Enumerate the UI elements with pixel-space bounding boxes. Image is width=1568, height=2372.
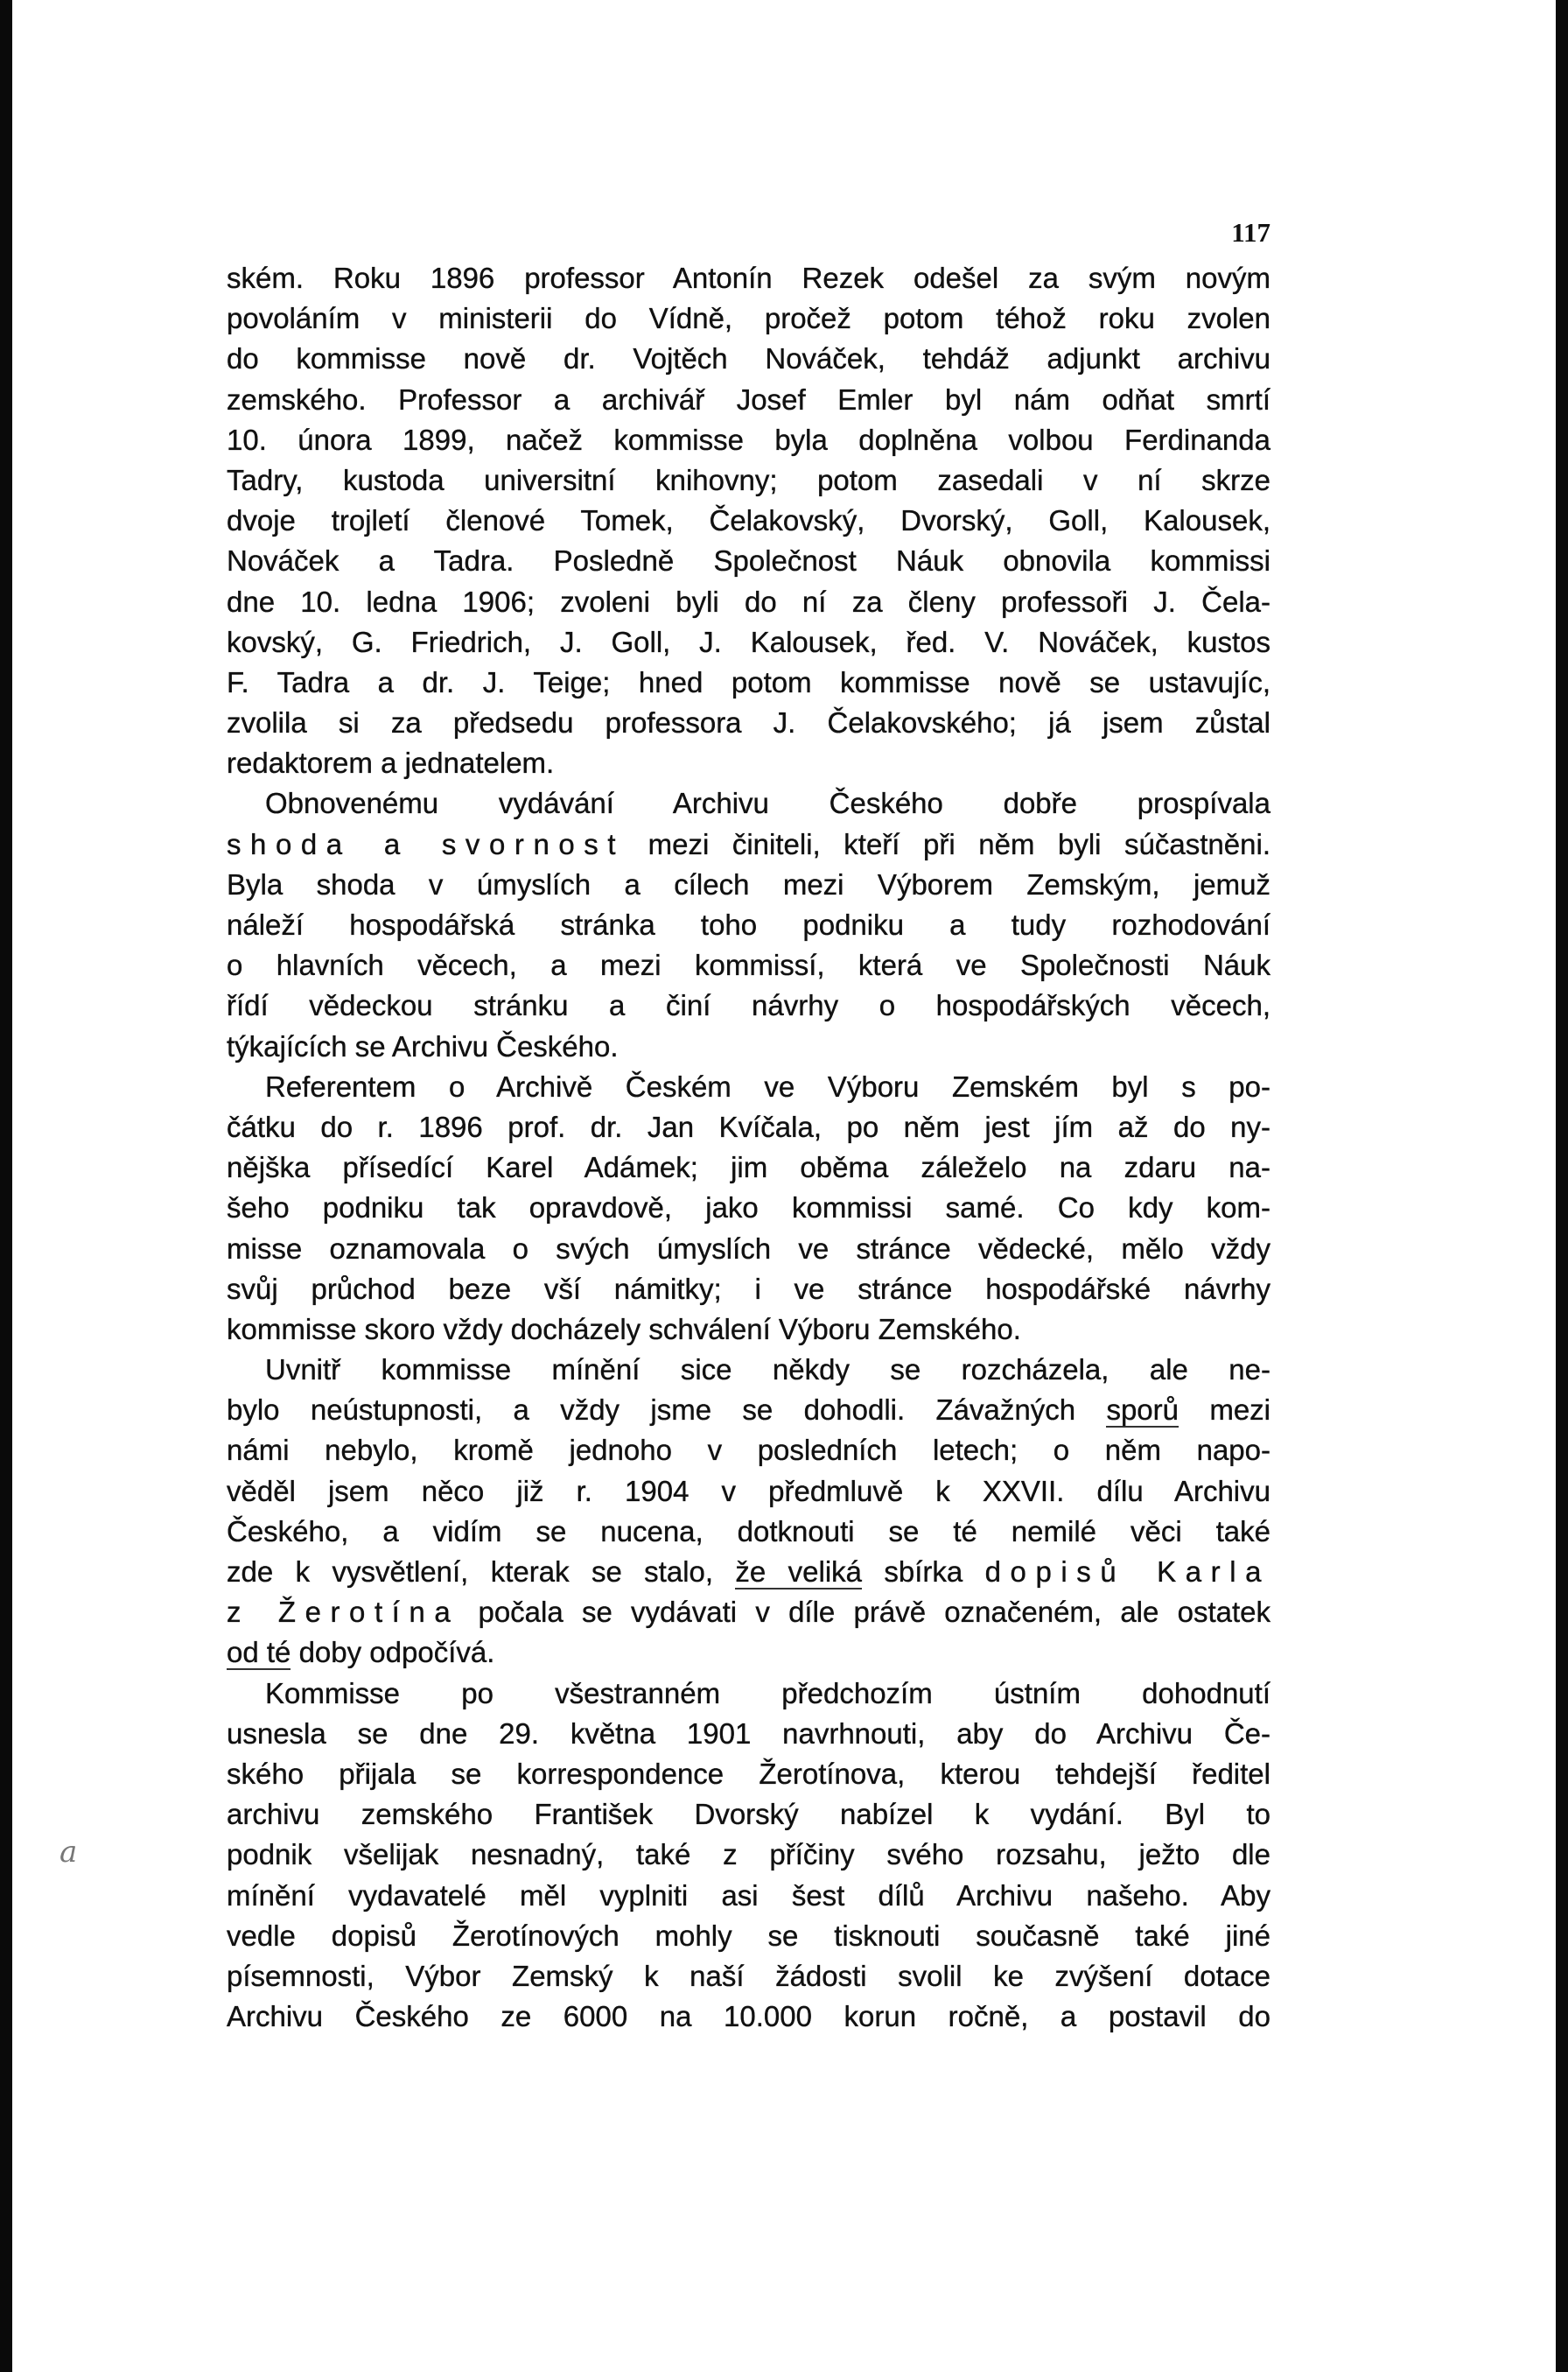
text-line: [227, 1067, 1270, 1107]
text-line: [227, 1107, 1270, 1147]
scan-border-left: [0, 0, 12, 2372]
text-segment: věděl jsem něco již r. 1904 v předmluvě k XXVII. dílu Archivu: [227, 1474, 1270, 1507]
text-segment: počala se vydávati v díle právě označeném, ale ostatek: [459, 1596, 1270, 1629]
text-line: [227, 460, 1270, 501]
text-line: [227, 501, 1270, 541]
text-segment: Kommisse po všestranném předchozím ústním dohodnutí: [265, 1676, 1270, 1709]
text-segment: dvoje trojletí členové Tomek, Čelakovský, Dvorský, Goll, Kalousek,: [227, 504, 1270, 537]
text-line: [227, 1350, 1270, 1390]
text-line: [227, 1956, 1270, 1997]
text-segment: týkajících se Archivu Českého.: [227, 1029, 619, 1063]
text-line: [227, 1997, 1270, 2037]
text-segment: nějška přísedící Karel Adámek; jim oběma záleželo na zdaru na-: [227, 1151, 1270, 1184]
text-line: [227, 622, 1270, 663]
text-segment: usnesla se dne 29. května 1901 navrhnouti, aby do Archivu Če-: [227, 1716, 1270, 1750]
text-segment: Uvnitř kommisse mínění sice někdy se rozcházela, ale ne-: [265, 1353, 1270, 1386]
text-segment: Tadry, kustoda universitní knihovny; potom zasedali v ní skrze: [227, 463, 1270, 496]
text-segment: zvolila si za předsedu professora J. Čelakovského; já jsem zůstal: [227, 706, 1270, 740]
scan-border-right: [1556, 0, 1568, 2372]
text-segment: svůj průchod beze vší námitky; i ve stránce hospodářské návrhy: [227, 1272, 1270, 1305]
text-segment: archivu zemského František Dvorský nabízel k vydání. Byl to: [227, 1798, 1270, 1831]
text-segment: námi nebylo, kromě jednoho v posledních letech; o něm napo-: [227, 1434, 1270, 1467]
text-segment: kovský, G. Friedrich, J. Goll, J. Kalousek, řed. V. Nováček, kustos: [227, 625, 1270, 658]
text-segment: redaktorem a jednatelem.: [227, 747, 555, 780]
text-line: [227, 703, 1270, 743]
text-segment: podnik všelijak nesnadný, také z příčiny svého rozsahu, ježto dle: [227, 1838, 1270, 1871]
text-line: [227, 1229, 1270, 1269]
text-line: [227, 1188, 1270, 1228]
text-line: [227, 905, 1270, 945]
text-segment: o hlavních věcech, a mezi kommissí, která ve Společnosti Náuk: [227, 949, 1270, 982]
text-segment: dne 10. ledna 1906; zvoleni byli do ní za členy professoři J. Čela-: [227, 585, 1270, 618]
text-line: [227, 582, 1270, 622]
text-line: [227, 1390, 1270, 1430]
text-segment: šeho podniku tak opravdově, jako kommissi samé. Co kdy kom-: [227, 1191, 1270, 1225]
text-segment: sbírka: [862, 1555, 985, 1588]
text-segment: zde k vysvětlení, kterak se stalo,: [227, 1555, 736, 1588]
text-line: [227, 380, 1270, 420]
text-line: [227, 1309, 1270, 1350]
text-segment: Nováček a Tadra. Posledně Společnost Náuk obnovila kommissi: [227, 544, 1270, 578]
text-line: [227, 945, 1270, 986]
text-segment: Obnovenému vydávání Archivu Českého dobře prospívala: [265, 787, 1270, 820]
text-line: [227, 420, 1270, 460]
text-segment: F. Tadra a dr. J. Teige; hned potom kommisse nově se ustavujíc,: [227, 665, 1270, 698]
text-line: [227, 1592, 1270, 1632]
text-segment: vedle dopisů Žerotínových mohly se tisknouti současně také jiné: [227, 1919, 1270, 1952]
text-line: [227, 1147, 1270, 1188]
spaced-emphasis-text: z Žerotína: [227, 1596, 460, 1629]
underlined-text: od té: [227, 1636, 291, 1669]
text-segment: povoláním v ministerii do Vídně, pročež potom téhož roku zvolen: [227, 302, 1270, 335]
text-segment: mezi: [1179, 1393, 1271, 1427]
text-line: [227, 1794, 1270, 1835]
text-segment: misse oznamovala o svých úmyslích ve stránce vědecké, mělo vždy: [227, 1232, 1270, 1265]
text-line: [227, 1471, 1270, 1512]
text-line: [227, 1714, 1270, 1754]
text-line: [227, 1552, 1270, 1592]
text-line: [227, 298, 1270, 339]
text-line: [227, 541, 1270, 581]
body-text: [227, 258, 1270, 2037]
text-segment: čátku do r. 1896 prof. dr. Jan Kvíčala, po něm jest jím až do ny-: [227, 1110, 1270, 1143]
text-segment: mezi činiteli, kteří při něm byli súčastněni.: [625, 827, 1270, 860]
text-segment: náleží hospodářská stránka toho podniku a tudy rozhodování: [227, 909, 1270, 941]
text-segment: mínění vydavatelé měl vyplniti asi šest dílů Archivu našeho. Aby: [227, 1878, 1270, 1912]
text-line: [227, 1674, 1270, 1714]
text-segment: 10. února 1899, načež kommisse byla doplněna volbou Ferdinanda: [227, 423, 1270, 456]
text-segment: kommisse skoro vždy docházely schválení Výboru Zemského.: [227, 1312, 1021, 1345]
text-line: [227, 1430, 1270, 1470]
text-line: [227, 783, 1270, 824]
text-line: [227, 743, 1270, 783]
text-line: [227, 663, 1270, 703]
text-line: [227, 1632, 1270, 1673]
text-segment: do kommisse nově dr. Vojtěch Nováček, tehdáž adjunkt archivu: [227, 342, 1270, 375]
text-line: [227, 1754, 1270, 1794]
text-segment: řídí vědeckou stránku a činí návrhy o hospodářských věcech,: [227, 989, 1270, 1022]
spaced-emphasis-text: dopisů Karla: [984, 1555, 1270, 1588]
text-segment: písemnosti, Výbor Zemský k naší žádosti svolil ke zvýšení dotace: [227, 1959, 1270, 1992]
text-segment: bylo neústupnosti, a vždy jsme se dohodli. Závažných: [227, 1393, 1107, 1427]
text-line: [227, 1512, 1270, 1552]
text-segment: doby odpočívá.: [290, 1636, 495, 1669]
text-line: [227, 1916, 1270, 1956]
text-segment: ském. Roku 1896 professor Antonín Rezek odešel za svým novým: [227, 262, 1270, 294]
text-segment: Referentem o Archivě Českém ve Výboru Zemském byl s po-: [265, 1070, 1270, 1103]
handwritten-margin-note: a: [60, 1835, 78, 1870]
text-line: [227, 1027, 1270, 1067]
text-line: [227, 258, 1270, 298]
text-segment: zemského. Professor a archivář Josef Emler byl nám odňat smrtí: [227, 382, 1270, 416]
spaced-emphasis-text: shoda a svornost: [227, 827, 626, 860]
text-line: [227, 865, 1270, 905]
text-line: [227, 986, 1270, 1026]
underlined-text: sporů: [1106, 1393, 1179, 1427]
text-line: [227, 339, 1270, 379]
text-segment: ského přijala se korrespondence Žerotínova, kterou tehdejší ředitel: [227, 1757, 1270, 1790]
text-segment: Archivu Českého ze 6000 na 10.000 korun ročně, a postavil do: [227, 2000, 1270, 2033]
text-line: [227, 1835, 1270, 1875]
underlined-text: že veliká: [735, 1555, 863, 1588]
text-line: [227, 825, 1270, 865]
page-number: 117: [1231, 217, 1270, 248]
text-line: [227, 1876, 1270, 1916]
text-line: [227, 1269, 1270, 1309]
text-segment: Českého, a vidím se nucena, dotknouti se té nemilé věci také: [227, 1514, 1270, 1547]
text-segment: Byla shoda v úmyslích a cílech mezi Výborem Zemským, jemuž: [227, 867, 1270, 901]
